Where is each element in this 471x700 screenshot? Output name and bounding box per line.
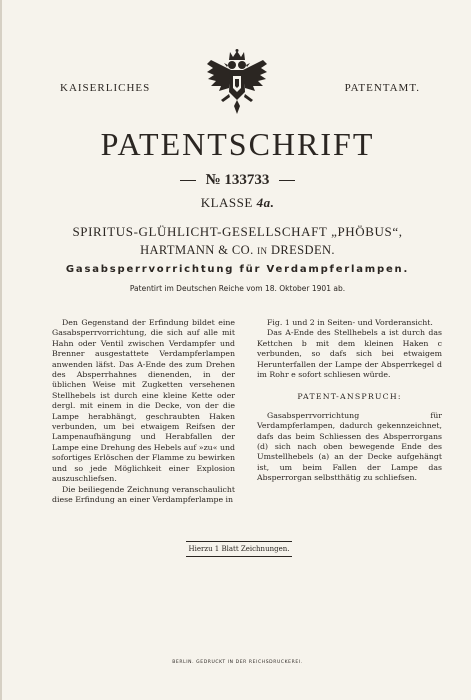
klasse-value: 4 xyxy=(256,195,264,210)
body-paragraph: Die beiliegende Zeichnung veranschaulicht diese Erfindung an einer Verdampferlampe in xyxy=(52,484,235,504)
printer-footer: BERLIN. GEDRUCKT IN DER REICHSDRUCKEREI. xyxy=(172,660,303,665)
company-city: DRESDEN. xyxy=(270,243,335,257)
company-name: SPIRITUS-GLÜHLICHT-GESELLSCHAFT „PHÖBUS“, xyxy=(72,224,403,239)
patent-number: № 133733 xyxy=(205,172,270,188)
body-paragraph: Das A-Ende des Stellhebels a ist durch das Kettchen b mit dem kleinen Haken c verbunden, so dafs sich bei etwaigem Herunterfallen der Lampe der Absperrkegel d im Rohr e sofort schliesen würde. xyxy=(257,328,442,380)
patent-number-row xyxy=(2,172,471,189)
klasse-line xyxy=(2,195,471,211)
body-column-right xyxy=(257,318,442,484)
patent-subject: Gasabsperrvorrichtung für Verdampferlampen. xyxy=(65,264,410,275)
body-paragraph: Fig. 1 und 2 in Seiten- und Vorderansicht. xyxy=(267,318,433,327)
header-right: PATENTAMT. xyxy=(344,82,420,94)
drawings-note: Hierzu 1 Blatt Zeichnungen. xyxy=(186,541,292,557)
divider xyxy=(279,180,295,181)
klasse-suffix: a. xyxy=(263,195,275,210)
document-title: PATENTSCHRIFT xyxy=(100,126,375,162)
company-partner: HARTMANN & CO. xyxy=(140,243,254,257)
imperial-eagle-icon xyxy=(205,48,269,118)
company-location xyxy=(2,243,471,258)
patent-date: Patentirt im Deutschen Reiche vom 18. Oktober 1901 ab. xyxy=(129,284,346,293)
claim-text: Gasabsperrvorrichtung für Verdampferlampen, dadurch gekennzeichnet, dafs das beim Schliessen des Absperrorgans (d) sich nach oben bewegende Ende des Umstellhebels (a) an der Decke aufgehängt ist, um beim Fallen der Lampe das Absperrorgan selbstthätig zu schliefsen. xyxy=(257,410,442,483)
company-in: IN xyxy=(257,246,268,256)
header-left: KAISERLICHES xyxy=(60,82,151,94)
claim-heading: PATENT-ANSPRUCH: xyxy=(297,392,402,402)
divider xyxy=(180,180,196,181)
body-paragraph: Den Gegenstand der Erfindung bildet eine Gasabsperrvorrichtung, die sich auf alle mit Hahn oder Ventil zwischen Verdampfer und Brenner ausgestattete Verdampferlampen anwenden läfst. Das A-Ende des zum Drehen des Absperrhahnes dienenden, in der üblichen Weise mit Zugketten versehenen Stellhebels ist durch eine kleine Kette oder dergl. mit einem in die Decke, von der die Lampe herabhängt, geschraubten Haken verbunden, um bei etwaigem Reifsen der Lampenaufhängung und Herabfallen der Lampe eine Drehung des Hebels auf »zu« und sofortiges Erlöschen der Flamme zu bewirken und so jede Möglichkeit einer Explosion auszuschliefsen. xyxy=(52,318,235,484)
klasse-label: KLASSE xyxy=(200,195,253,210)
body-column-left xyxy=(52,318,235,505)
